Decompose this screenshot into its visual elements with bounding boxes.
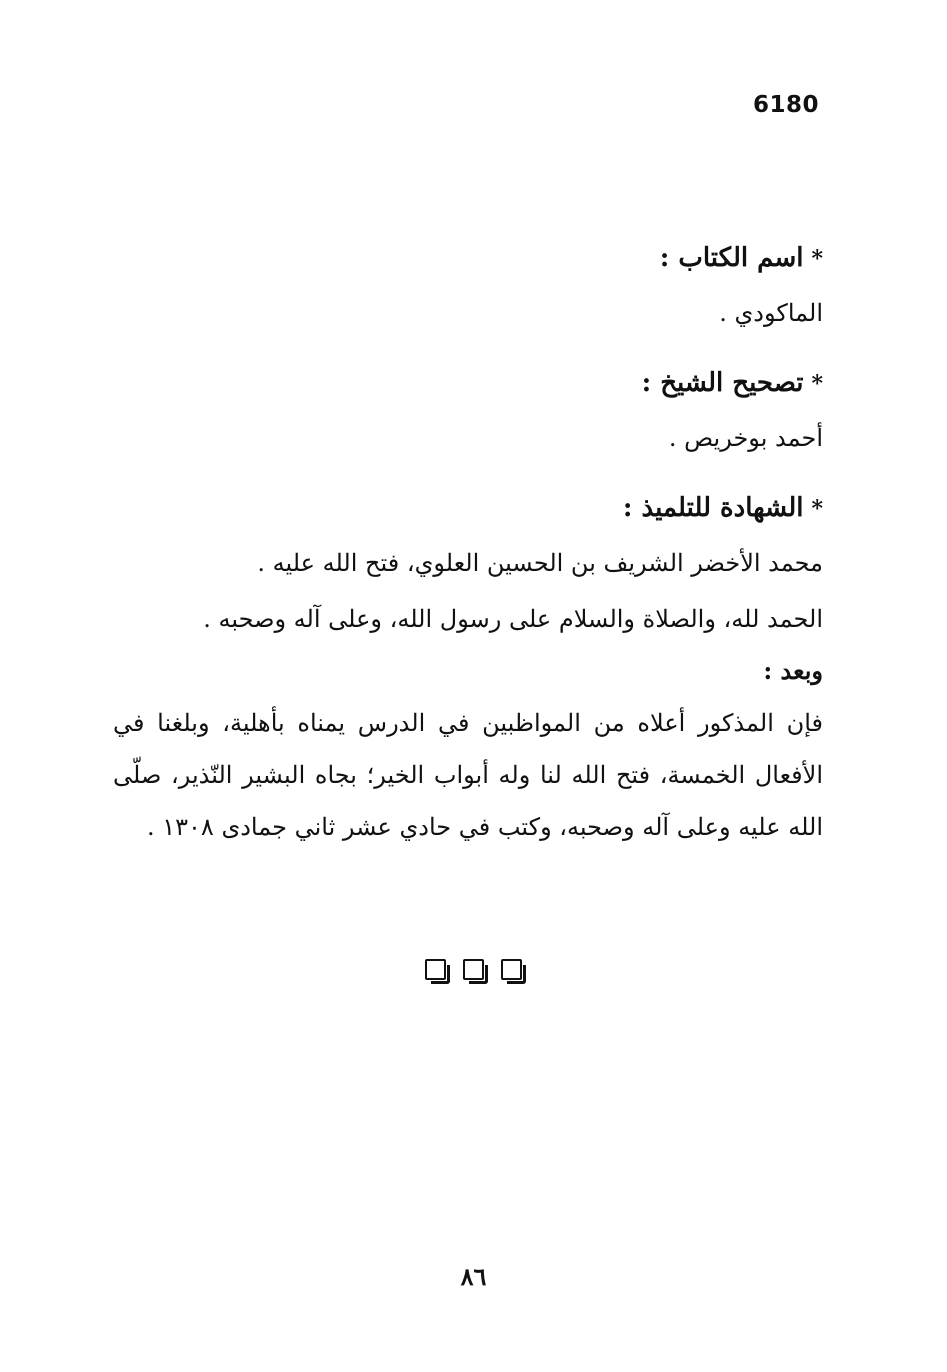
heading-book-title	[113, 238, 823, 279]
section-corrector	[113, 363, 823, 458]
heading-corrector-text: تصحيح الشيخ :	[641, 368, 804, 398]
corrector-value: أحمد بوخريص .	[668, 424, 823, 452]
ornament-square-icon	[501, 959, 522, 980]
document-body	[113, 238, 823, 883]
heading-certificate	[113, 488, 823, 529]
section-divider-ornaments	[0, 959, 947, 984]
heading-certificate-text: الشهادة للتلميذ :	[622, 493, 804, 523]
asterisk-icon: *	[811, 246, 823, 272]
ornament-square-icon	[463, 959, 484, 980]
heading-book-title-text: اسم الكتاب :	[659, 243, 804, 273]
student-name: محمد الأخضر الشريف بن الحسين العلوي، فتح الله عليه .	[257, 549, 823, 577]
section-certificate	[113, 488, 823, 853]
section-book-title	[113, 238, 823, 333]
certificate-paragraph: فإن المذكور أعلاه من المواظبين في الدرس يمناه بأهلية، وبلغنا في الأفعال الخمسة، فتح الله لنا وله أبواب الخير؛ بجاه البشير النّذير، صلّى الله عليه وعلى آله وصحبه، وكتب في حادي عشر ثاني جمادى ١٣٠٨ .	[113, 709, 824, 841]
page-id-number: 6180	[752, 92, 819, 118]
wabaad-heading: وبعد :	[763, 656, 823, 685]
heading-corrector	[113, 363, 823, 404]
asterisk-icon: *	[811, 496, 823, 522]
asterisk-icon: *	[811, 371, 823, 397]
praise-line: الحمد لله، والصلاة والسلام على رسول الله، وعلى آله وصحبه .	[203, 605, 823, 633]
page-number: ٨٦	[460, 1262, 487, 1291]
book-title-value: الماكودي .	[719, 299, 823, 327]
ornament-square-icon	[425, 959, 446, 980]
